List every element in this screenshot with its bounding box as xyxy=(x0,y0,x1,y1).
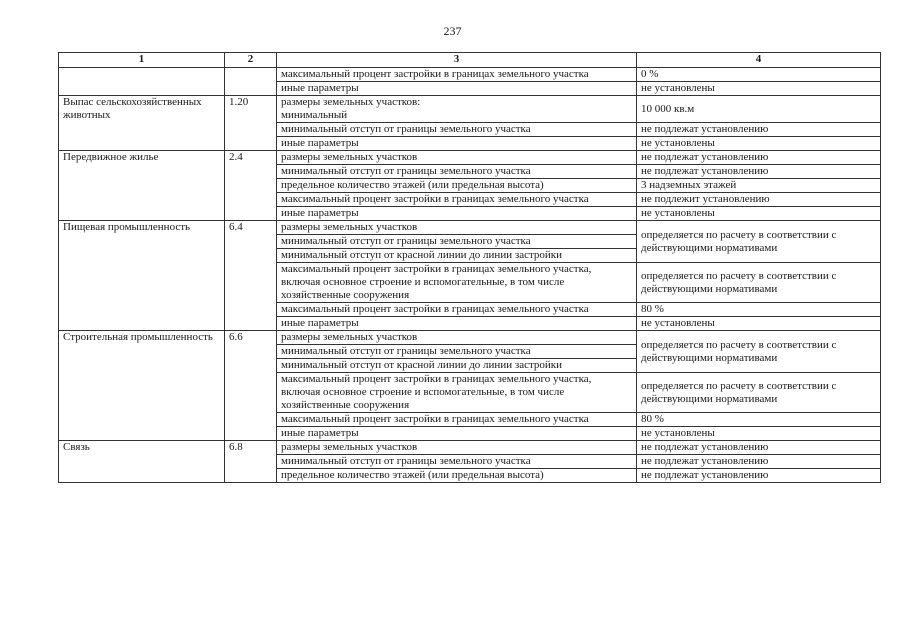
parameter-value: не подлежат установлению xyxy=(637,123,881,137)
table-body xyxy=(59,68,881,483)
parameter-name: максимальный процент застройки в границах земельного участка xyxy=(277,193,637,207)
parameter-name: размеры земельных участков xyxy=(277,221,637,235)
table-row xyxy=(59,151,881,165)
parameter-value: 80 % xyxy=(637,303,881,317)
parameter-name: максимальный процент застройки в границах земельного участка, включая основное строение и вспомогательные, в том числе хозяйственные сооружения xyxy=(277,263,637,303)
parameter-name: предельное количество этажей (или предельная высота) xyxy=(277,469,637,483)
page-number: 237 xyxy=(443,24,462,38)
use-type-code: 6.4 xyxy=(225,221,277,331)
use-type-code: 2.4 xyxy=(225,151,277,221)
parameter-value: не подлежат установлению xyxy=(637,455,881,469)
column-header-3: 3 xyxy=(277,53,637,68)
parameter-name: максимальный процент застройки в границах земельного участка xyxy=(277,68,637,82)
parameter-value: определяется по расчету в соответствии с действующими нормативами xyxy=(637,263,881,303)
parameter-name: минимальный отступ от границы земельного участка xyxy=(277,235,637,249)
table-row xyxy=(59,68,881,82)
use-type-code: 6.6 xyxy=(225,331,277,441)
use-type-name: Выпас сельскохозяйственных животных xyxy=(59,96,225,151)
column-header-4: 4 xyxy=(637,53,881,68)
parameter-name: максимальный процент застройки в границах земельного участка xyxy=(277,303,637,317)
parameter-value: определяется по расчету в соответствии с действующими нормативами xyxy=(637,373,881,413)
parameter-value: не подлежат установлению xyxy=(637,469,881,483)
parameter-name: иные параметры xyxy=(277,207,637,221)
use-type-name: Пищевая промышленность xyxy=(59,221,225,331)
parameter-name: размеры земельных участков: минимальный xyxy=(277,96,637,123)
parameter-name: размеры земельных участков xyxy=(277,151,637,165)
parameter-value: определяется по расчету в соответствии с действующими нормативами xyxy=(637,331,881,373)
regulations-table xyxy=(58,52,881,483)
parameter-name: иные параметры xyxy=(277,82,637,96)
parameter-value: 10 000 кв.м xyxy=(637,96,881,123)
column-header-1: 1 xyxy=(59,53,225,68)
parameter-name: максимальный процент застройки в границах земельного участка, включая основное строение и вспомогательные, в том числе хозяйственные сооружения xyxy=(277,373,637,413)
parameter-value: не установлены xyxy=(637,317,881,331)
use-type-name: Передвижное жилье xyxy=(59,151,225,221)
use-type-code xyxy=(225,68,277,96)
table-row xyxy=(59,331,881,345)
table-row xyxy=(59,96,881,123)
parameter-value: не установлены xyxy=(637,207,881,221)
parameter-name: минимальный отступ от границы земельного участка xyxy=(277,345,637,359)
use-type-code: 6.8 xyxy=(225,441,277,483)
header-row xyxy=(59,53,881,68)
parameter-value: не подлежат установлению xyxy=(637,151,881,165)
use-type-code: 1.20 xyxy=(225,96,277,151)
parameter-value: не установлены xyxy=(637,82,881,96)
parameter-name: размеры земельных участков xyxy=(277,441,637,455)
column-header-2: 2 xyxy=(225,53,277,68)
parameter-name: иные параметры xyxy=(277,137,637,151)
parameter-value: не подлежит установлению xyxy=(637,193,881,207)
parameter-value: 80 % xyxy=(637,413,881,427)
parameter-value: не подлежат установлению xyxy=(637,165,881,179)
parameter-name: минимальный отступ от красной линии до линии застройки xyxy=(277,249,637,263)
parameter-name: иные параметры xyxy=(277,427,637,441)
parameter-value: не подлежат установлению xyxy=(637,441,881,455)
parameter-name: максимальный процент застройки в границах земельного участка xyxy=(277,413,637,427)
use-type-name: Строительная промышленность xyxy=(59,331,225,441)
parameter-name: минимальный отступ от границы земельного участка xyxy=(277,165,637,179)
parameter-name: размеры земельных участков xyxy=(277,331,637,345)
parameter-name: иные параметры xyxy=(277,317,637,331)
parameter-value: определяется по расчету в соответствии с действующими нормативами xyxy=(637,221,881,263)
parameter-name: минимальный отступ от границы земельного участка xyxy=(277,455,637,469)
parameter-value: 0 % xyxy=(637,68,881,82)
parameter-value: 3 надземных этажей xyxy=(637,179,881,193)
use-type-name: Связь xyxy=(59,441,225,483)
table-row xyxy=(59,441,881,455)
parameter-value: не установлены xyxy=(637,427,881,441)
table-row xyxy=(59,221,881,235)
parameter-name: минимальный отступ от границы земельного участка xyxy=(277,123,637,137)
parameter-value: не установлены xyxy=(637,137,881,151)
parameter-name: предельное количество этажей (или предельная высота) xyxy=(277,179,637,193)
use-type-name xyxy=(59,68,225,96)
parameter-name: минимальный отступ от красной линии до линии застройки xyxy=(277,359,637,373)
